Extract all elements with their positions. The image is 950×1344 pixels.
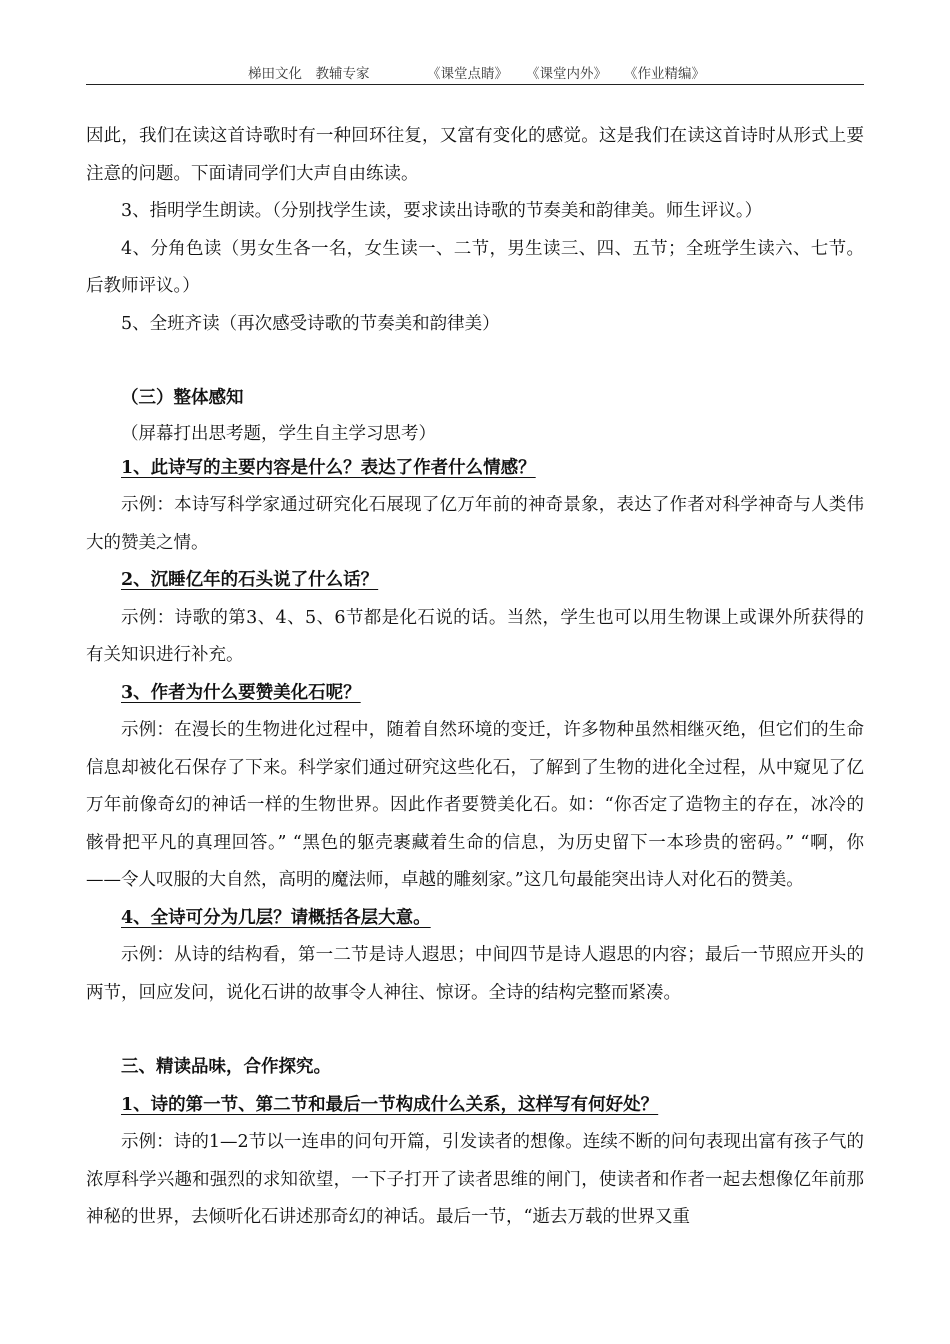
section-note: （屏幕打出思考题，学生自主学习思考）: [121, 423, 436, 444]
header-brand: 梯田文化 教辅专家: [248, 66, 370, 82]
question-2: 2、沉睡亿年的石头说了什么话？: [121, 570, 379, 590]
part3-question-1: 1、诗的第一节、第二节和最后一节构成什么关系，这样写有何好处？: [121, 1094, 659, 1115]
question-4: 4、全诗可分为几层？请概括各层大意。: [121, 907, 431, 928]
header-book-1: 《课堂点睛》: [427, 66, 508, 82]
paragraph-step-3: 3、指明学生朗读。（分别找学生读，要求读出诗歌的节奏美和韵律美。师生评议。）: [121, 201, 763, 221]
part-title-close-reading: 三、精读品味，合作探究。: [121, 1057, 331, 1077]
question-4-line: [86, 900, 864, 938]
answer-3: 示例：在漫长的生物进化过程中，随着自然环境的变迁，许多物种虽然相继灭绝，但它们的生命信息却被化石保存了下来。科学家们通过研究这些化石，了解到了生物的进化全过程，从中窥见了亿万年前像奇幻的神话一样的生物世界。因此作者要赞美化石。如：“你否定了造物主的存在，冰冷的骸骨把平凡的真理回答。” “黑色的躯壳裹藏着生命的信息，为历史留下一本珍贵的密码。” “啊，你——令人叹服的大自然，高明的魔法师，卓越的雕刻家。”这几句最能突出诗人对化石的赞美。: [86, 720, 864, 890]
question-2-line: [86, 562, 864, 600]
spacer: [86, 343, 864, 380]
answer-1: 示例：本诗写科学家通过研究化石展现了亿万年前的神奇景象，表达了作者对科学神奇与人类伟大的赞美之情。: [86, 495, 864, 553]
answer-4: 示例：从诗的结构看，第一二节是诗人遐思；中间四节是诗人遐思的内容；最后一节照应开头的两节，回应发问，说化石讲的故事令人神往、惊讶。全诗的结构完整而紧凑。: [86, 945, 864, 1003]
document-body: [86, 118, 864, 1237]
page-header: [86, 64, 864, 85]
question-3: 3、作者为什么要赞美化石呢？: [121, 682, 361, 703]
paragraph-intro: 因此，我们在读这首诗歌时有一种回环往复，又富有变化的感觉。这是我们在读这首诗时从形式上要注意的问题。下面请同学们大声自由练读。: [86, 126, 864, 184]
header-book-2: 《课堂内外》: [526, 66, 607, 82]
question-3-line: [86, 675, 864, 713]
paragraph-step-4: 4、分角色读（男女生各一名，女生读一、二节，男生读三、四、五节；全班学生读六、七节。后教师评议。）: [86, 238, 864, 296]
paragraph-step-5: 5、全班齐读（再次感受诗歌的节奏美和韵律美）: [121, 313, 500, 334]
header-book-3: 《作业精编》: [624, 66, 705, 82]
part3-answer-1: 示例：诗的1—2节以一连串的问句开篇，引发读者的想像。连续不断的问句表现出富有孩子气的浓厚科学兴趣和强烈的求知欲望，一下子打开了读者思维的闸门，使读者和作者一起去想像亿年前那神秘的世界，去倾听化石讲述那奇幻的神话。最后一节，“逝去万载的世界又重: [86, 1132, 864, 1227]
question-1-line: [86, 450, 864, 488]
answer-2: 示例：诗歌的第3、4、5、6节都是化石说的话。当然，学生也可以用生物课上或课外所获得的有关知识进行补充。: [86, 607, 864, 665]
spacer: [86, 1012, 864, 1049]
section-title-overall: （三）整体感知: [121, 388, 244, 408]
part3-question-1-line: [86, 1087, 864, 1125]
question-1: 1、此诗写的主要内容是什么？表达了作者什么情感？: [121, 457, 536, 478]
